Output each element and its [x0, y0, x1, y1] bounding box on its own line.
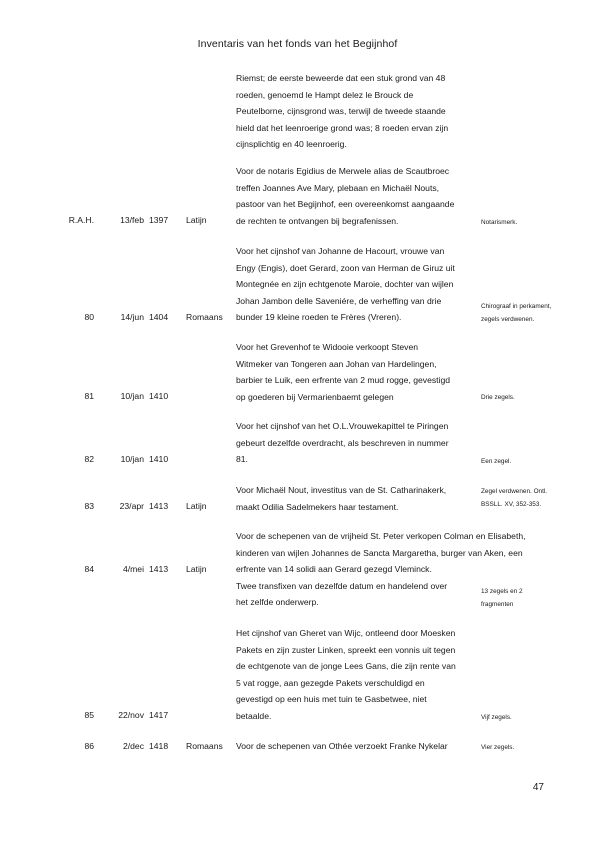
entry-description — [236, 70, 476, 153]
note-line: BSSLL. XV, 352-353. — [481, 501, 542, 508]
entry-year: 1404 — [149, 312, 169, 322]
entry-language: Latijn — [186, 501, 207, 511]
entry-year: 1413 — [149, 564, 169, 574]
description-line: de echtgenote van de jonge Lees Gans, die zijn rente van — [236, 661, 456, 671]
entry-year: 1418 — [149, 741, 169, 751]
description-line: hield dat het leenroerige grond was; 8 roeden ervan zijn — [236, 122, 449, 133]
description-line: kinderen van wijlen Johannes de Sancta Margaretha, burger van Aken, een — [236, 547, 523, 558]
entry-number: 81 — [84, 391, 94, 401]
entry-number: 82 — [84, 454, 94, 464]
description-line: het zelfde onderwerp. — [236, 597, 319, 607]
description-line: pastoor van het Begijnhof, een overeenkomst aangaande — [236, 199, 455, 209]
entry-number: 80 — [84, 312, 94, 322]
description-line: roeden, genoemd le Hampt delez le Brouck de — [236, 89, 414, 100]
entry-description — [236, 339, 476, 405]
entry-number: R.A.H. — [68, 215, 94, 225]
note-line: Zegel verdwenen. Ontl. — [481, 488, 548, 495]
entry-date: 2/dec — [122, 741, 144, 751]
entry-date: 4/mei — [122, 564, 144, 574]
entry-language: Latijn — [186, 215, 207, 225]
description-line: Peutelborne, cijnsgrond was, terwijl de tweede staande — [236, 106, 446, 116]
description-line: Voor het cijnshof van Johanne de Hacourt, vrouwe van — [236, 246, 445, 256]
entry-note — [481, 711, 591, 724]
entry-note — [481, 300, 591, 326]
description-line: Montegnée en zijn echtgenote Maroie, dochter van wijlen — [236, 279, 454, 289]
entry-description — [236, 163, 476, 229]
page-title: Inventaris van het fonds van het Begijnhof — [197, 38, 398, 50]
entry-language: Romaans — [186, 312, 223, 322]
description-line: Voor het Grevenhof te Widooie verkoopt Steven — [236, 342, 419, 352]
description-line: gebeurt dezelfde overdracht, als beschreven in nummer — [236, 437, 449, 448]
entry-number: 83 — [84, 501, 94, 511]
description-line: Engy (Engis), doet Gerard, zoon van Herman de Giruz uit — [236, 262, 455, 273]
entry-note — [481, 216, 591, 229]
entry-note — [481, 585, 591, 611]
entry-date: 23/apr — [119, 501, 144, 511]
note-line: zegels verdwenen. — [481, 316, 535, 323]
description-line: betaalde. — [236, 710, 272, 721]
description-line: Twee transfixen van dezelfde datum en handelend over — [236, 580, 448, 591]
entry-date: 22/nov — [118, 710, 144, 720]
entry-date: 10/jan — [120, 454, 144, 464]
note-line: Vier zegels. — [481, 744, 515, 751]
entry-description — [236, 625, 476, 724]
note-line: Notarismerk. — [481, 219, 518, 226]
entry-note — [481, 391, 591, 404]
entry-language: Latijn — [186, 564, 207, 574]
description-line: Voor de schepenen van de vrijheid St. Peter verkopen Colman en Elisabeth, — [236, 531, 526, 541]
description-line: Johan Jambon delle Saveniére, de verheffing van drie — [236, 295, 442, 306]
description-line: Pakets en zijn zuster Linken, spreekt een vonnis uit tegen — [236, 644, 456, 655]
note-line: 13 zegels en 2 — [481, 588, 523, 595]
note-line: Chirograaf in perkament, — [481, 303, 552, 310]
entry-number: 86 — [84, 741, 94, 751]
entry-note — [481, 741, 591, 754]
description-line: bunder 19 kleine roeden te Frères (Vreren). — [236, 312, 402, 322]
entry-number: 85 — [84, 710, 94, 720]
description-line: 81. — [236, 454, 248, 464]
description-line: gevestigd op een huis met tuin te Gasbetwee, niet — [236, 694, 427, 704]
entry-note — [481, 485, 591, 511]
description-line: erfrente van 14 solidi aan Gerard gezegd Vleminck. — [236, 564, 432, 574]
note-line: Drie zegels. — [481, 394, 515, 401]
description-line: Voor Michaël Nout, investitus van de St. Catharinakerk, — [236, 485, 447, 495]
entry-description — [236, 482, 476, 515]
description-line: cijnsplichtig en 40 leenroerig. — [236, 139, 347, 149]
description-line: de rechten te ontvangen bij begrafenissen. — [236, 215, 399, 226]
entry-description — [236, 738, 476, 755]
entry-year: 1397 — [149, 215, 169, 225]
description-line: Voor de notaris Egidius de Merwele alias de Scautbroec — [236, 166, 450, 176]
entry-date: 10/jan — [120, 391, 144, 401]
entry-description — [236, 418, 476, 468]
description-line: Riemst; de eerste beweerde dat een stuk grond van 48 — [236, 73, 446, 83]
entry-year: 1410 — [149, 391, 169, 401]
description-line: Voor het cijnshof van het O.L.Vrouwekapittel te Piringen — [236, 421, 449, 431]
description-line: maakt Odilia Sadelmekers haar testament. — [236, 501, 399, 512]
entry-language: Romaans — [186, 741, 223, 751]
entry-year: 1417 — [149, 710, 169, 720]
note-line: Vijf zegels. — [481, 714, 512, 721]
page-number: 47 — [532, 782, 544, 793]
description-line: barbier te Luik, een erfrente van 2 mud rogge, gevestigd — [236, 375, 451, 385]
entry-year: 1413 — [149, 501, 169, 511]
description-line: Witmeker van Tongeren aan Johan van Hardelingen, — [236, 358, 437, 369]
description-line: 5 vat rogge, aan gezegde Pakets verschuldigd en — [236, 677, 425, 688]
description-line: treffen Joannes Ave Mary, plebaan en Michaël Nouts, — [236, 182, 440, 193]
entry-note — [481, 455, 591, 468]
entry-date: 13/feb — [120, 215, 144, 225]
description-line: Het cijnshof van Gheret van Wijc, ontleend door Moesken — [236, 628, 456, 638]
entry-year: 1410 — [149, 454, 169, 464]
note-line: fragmenten — [481, 601, 514, 608]
entry-number: 84 — [84, 564, 94, 574]
entry-description — [236, 243, 476, 326]
note-line: Een zegel. — [481, 458, 512, 465]
entry-date: 14/jun — [120, 312, 144, 322]
description-line: Voor de schepenen van Othée verzoekt Franke Nykelar — [236, 741, 448, 751]
description-line: op goederen bij Vermarienbaemt gelegen — [236, 391, 394, 402]
